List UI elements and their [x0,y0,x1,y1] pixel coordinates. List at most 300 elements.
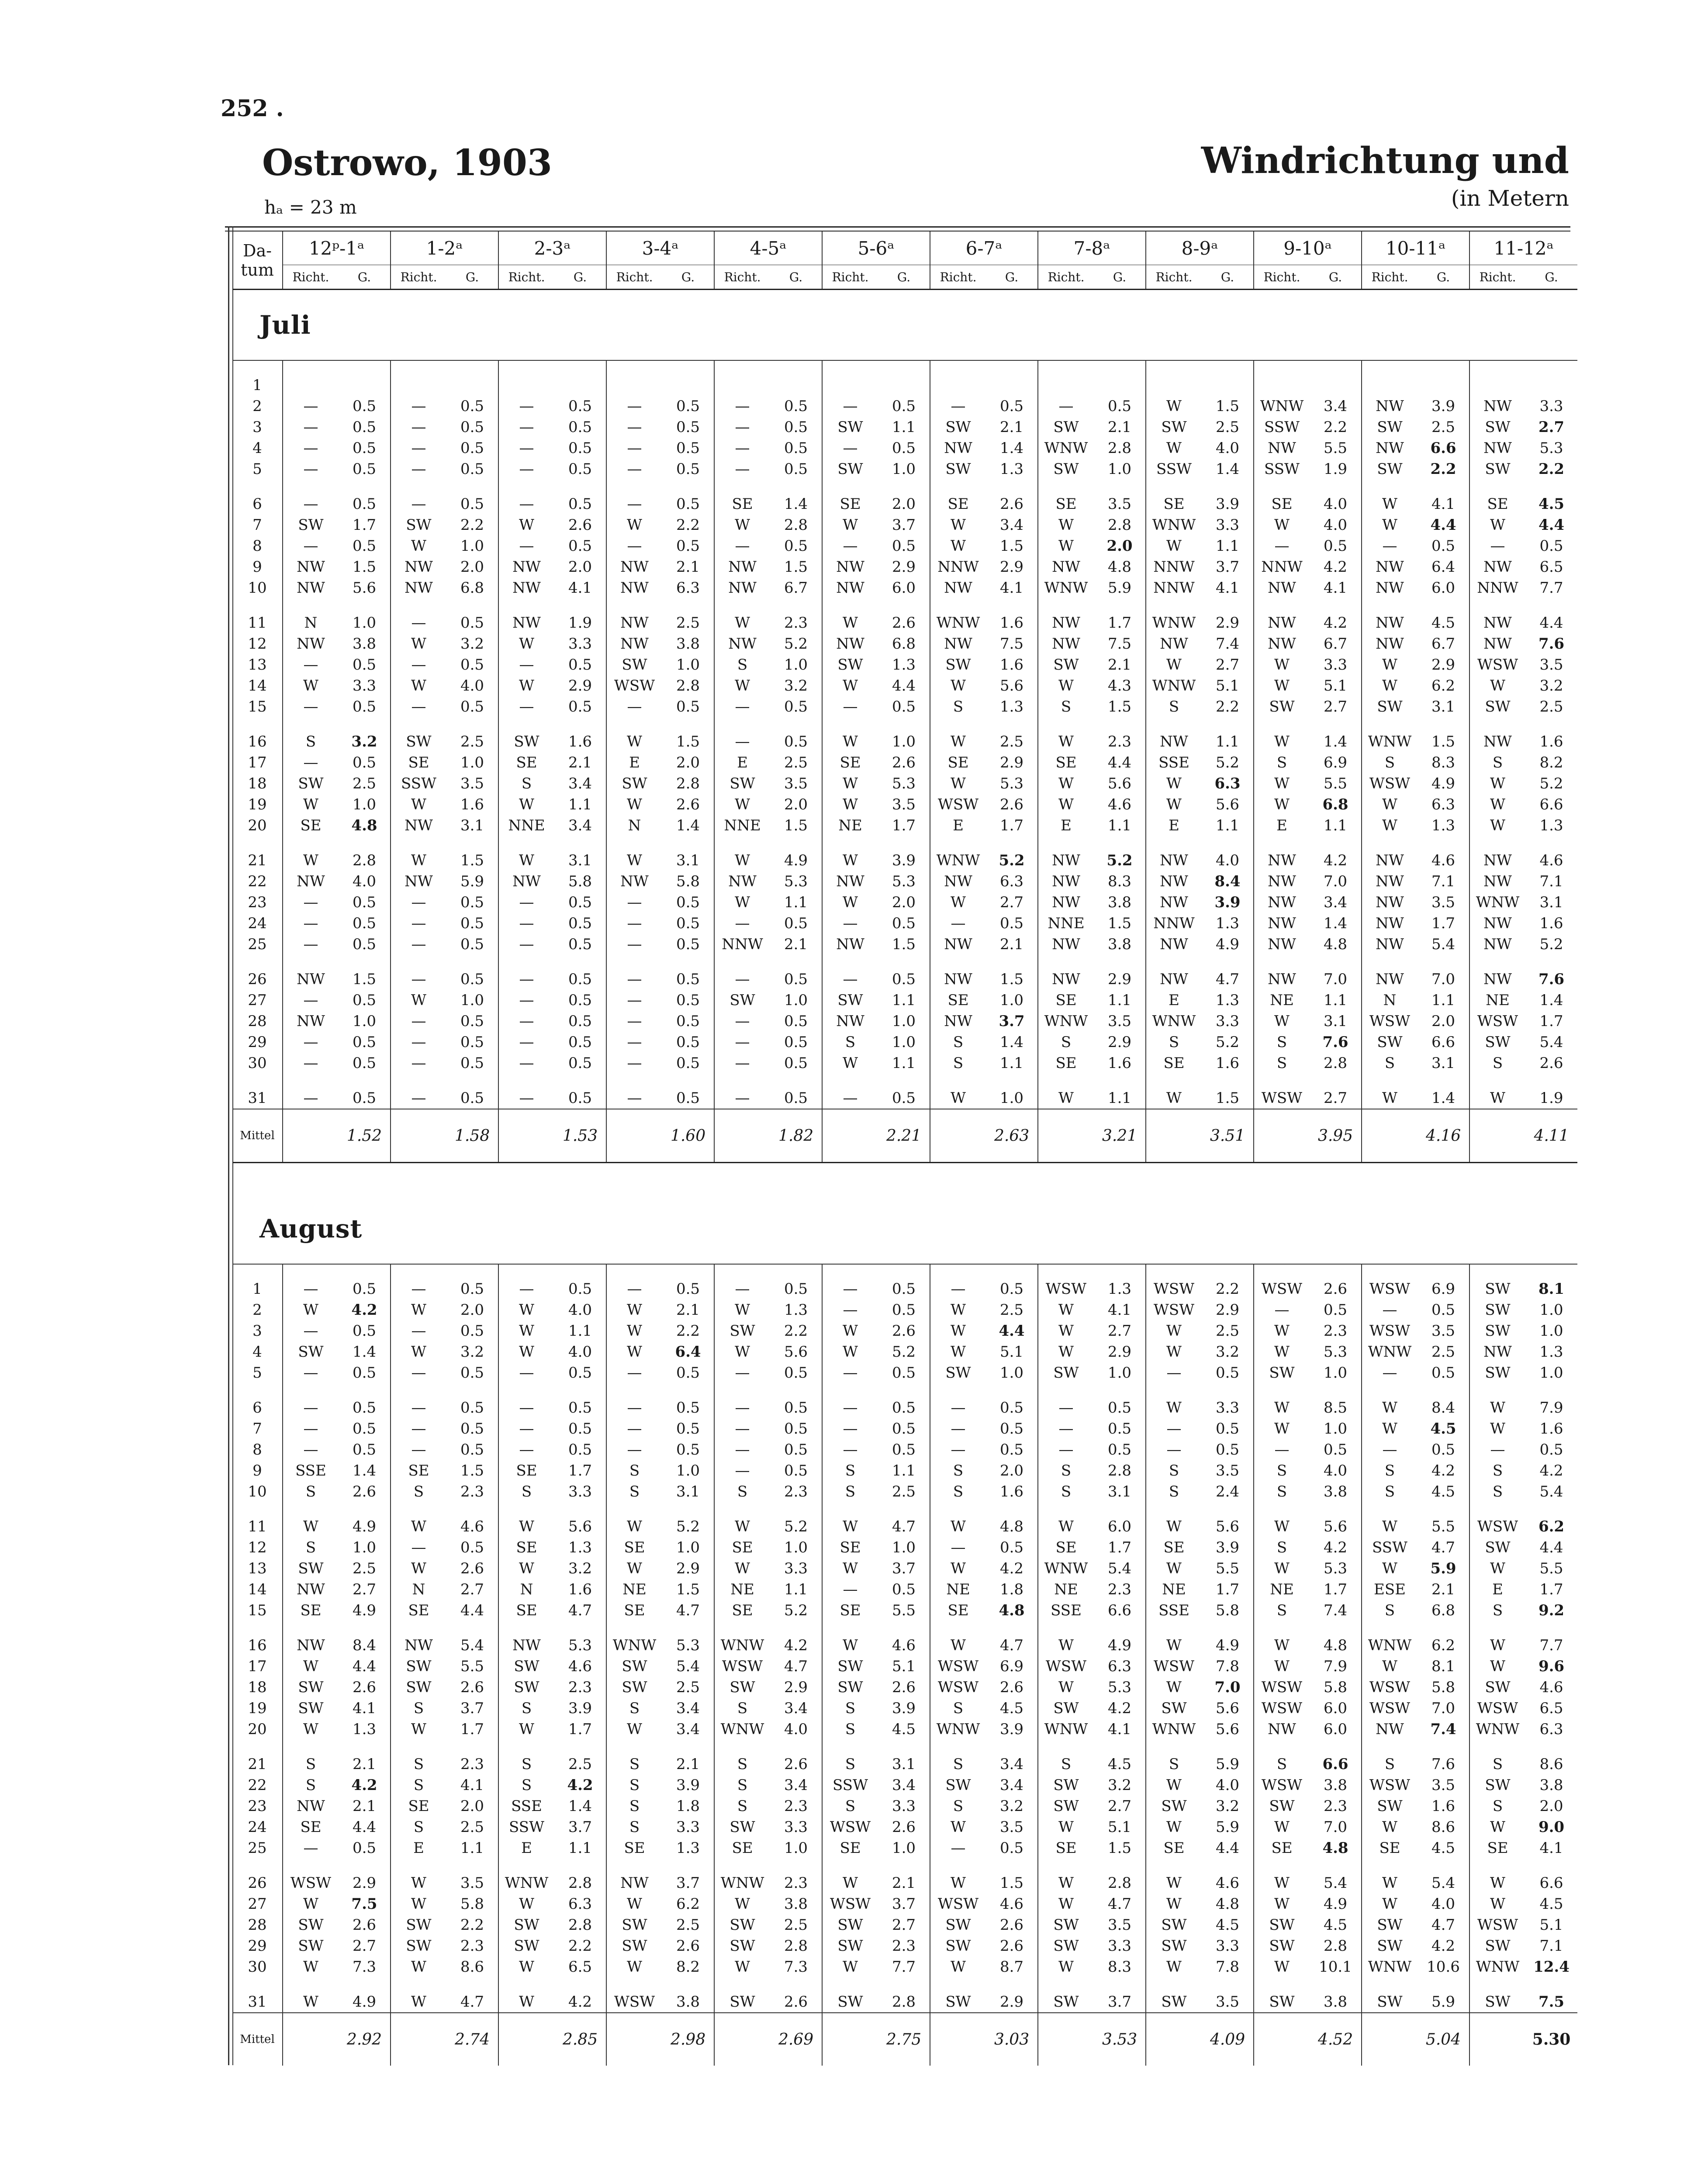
spacer-cell [498,1264,554,1279]
wind-direction: W [1254,675,1310,696]
wind-direction: SSE [1038,1600,1094,1621]
wind-speed: 0.5 [460,614,484,632]
spacer-cell [1254,836,1310,850]
wind-direction: — [498,1088,554,1109]
wind-speed: 2.9 [999,558,1024,576]
wind-direction: W [714,1299,770,1320]
wind-direction: W [1038,794,1094,815]
wind-speed: 0.5 [568,537,592,555]
wind-direction: W [1038,1516,1094,1537]
spacer-cell [1146,1264,1202,1279]
wind-speed: 2.5 [784,1916,808,1934]
wind-direction: — [498,494,554,515]
wind-direction: W [498,1719,554,1740]
wind-speed: 4.6 [999,1895,1024,1913]
mittel-value: 2.74 [446,2013,498,2066]
wind-direction: NE [1254,1579,1310,1600]
wind-speed: 1.1 [1215,817,1240,834]
day-number: 30 [248,1958,267,1976]
wind-speed: 4.4 [460,1602,484,1619]
wind-direction: SW [283,515,339,536]
wind-speed: 3.7 [460,1700,484,1717]
wind-speed: 4.2 [1539,1462,1563,1479]
wind-speed: 4.6 [1107,796,1132,813]
wind-direction: NW [930,871,986,892]
wind-direction: W [930,1320,986,1341]
wind-direction: W [283,1299,339,1320]
wind-direction: NW [283,969,339,990]
wind-direction: SE [930,990,986,1011]
wind-speed: 5.2 [1539,936,1563,953]
wind-direction: W [1362,1397,1418,1418]
wind-speed: 0.5 [352,537,377,555]
table-row [232,913,1577,934]
wind-direction: W [391,1719,446,1740]
wind-speed: 3.7 [892,1895,916,1913]
wind-direction: SW [391,515,446,536]
spacer-cell [283,717,339,731]
wind-speed: 1.3 [1539,1343,1563,1361]
wind-speed: 8.4 [1214,873,1241,890]
spacer-cell [1310,360,1362,375]
wind-speed: 7.0 [1323,971,1348,988]
wind-speed: 1.3 [676,1839,700,1857]
wind-speed: 4.1 [352,1700,377,1717]
wind-speed: 1.0 [352,1539,377,1556]
day-number: 10 [248,579,267,597]
wind-speed: 3.4 [1323,397,1348,415]
wind-speed: 4.4 [1215,1839,1240,1857]
wind-speed: 5.5 [892,1602,916,1619]
mittel-empty [714,2013,770,2066]
wind-direction: W [822,612,878,633]
wind-speed: 6.6 [1539,796,1563,813]
wind-direction: WSW [1469,1698,1525,1719]
day-number: 13 [248,1560,267,1577]
wind-direction: S [930,1460,986,1481]
wind-direction: W [1469,1894,1525,1914]
wind-direction: — [714,1032,770,1053]
unit-note: (in Metern [1451,186,1569,211]
wind-speed: 4.2 [1323,852,1348,869]
wind-speed: 5.5 [1215,1560,1240,1577]
wind-speed: 0.5 [676,495,700,513]
wind-speed: 1.0 [784,1839,808,1857]
wind-speed: 0.5 [352,915,377,932]
wind-direction: SW [1362,459,1418,480]
wind-direction: S [1146,696,1202,717]
wind-speed: 0.5 [1107,1420,1132,1438]
wind-direction: — [498,1011,554,1032]
wind-direction: W [1469,1635,1525,1656]
wind-speed: 0.5 [676,537,700,555]
wind-speed: 3.4 [892,1776,916,1794]
spacer-cell [232,836,283,850]
wind-speed: 0.5 [460,495,484,513]
wind-speed: 0.5 [892,1441,916,1458]
wind-direction: NW [822,633,878,654]
wind-direction: — [391,612,446,633]
spacer-cell [498,1502,554,1516]
wind-speed: 5.4 [1539,1483,1563,1500]
wind-direction: WNW [930,612,986,633]
wind-direction: W [1254,1873,1310,1894]
spacer-cell [606,1264,662,1279]
wind-direction: — [606,1011,662,1032]
wind-direction: SW [1469,1935,1525,1956]
day-number: 11 [248,1518,267,1535]
wind-direction: — [1362,1439,1418,1460]
wind-speed: 4.2 [351,1776,377,1794]
spacer-cell [339,1859,391,1873]
wind-speed: 2.9 [784,1679,808,1696]
wind-direction: SE [930,752,986,773]
spacer-cell [1146,1621,1202,1635]
wind-direction: NW [283,1011,339,1032]
wind-speed: 4.2 [1431,1462,1456,1479]
wind-direction: S [1362,1053,1418,1074]
wind-direction: NW [1469,969,1525,990]
wind-speed [1418,375,1469,396]
spacer-cell [446,480,498,494]
spacer-cell [822,836,878,850]
wind-direction: — [283,1418,339,1439]
day-number: 25 [248,936,267,953]
wind-speed: 1.5 [460,1462,484,1479]
wind-direction [1362,375,1418,396]
wind-direction: S [1469,1796,1525,1817]
wind-speed: 1.1 [460,1839,484,1857]
wind-direction: W [822,1635,878,1656]
wind-direction: — [1362,1299,1418,1320]
spacer-cell [1038,1502,1094,1516]
wind-direction: — [498,1279,554,1299]
wind-speed: 1.6 [460,796,484,813]
wind-direction: W [391,1558,446,1579]
wind-direction: — [1254,1299,1310,1320]
wind-direction: SW [1362,696,1418,717]
spacer-cell [1254,955,1310,969]
wind-speed: 1.3 [999,460,1024,478]
wind-direction: W [1038,1873,1094,1894]
wind-speed: 4.4 [1539,614,1563,632]
table-row [232,1460,1577,1481]
wind-direction: — [498,417,554,438]
wind-speed: 0.5 [568,1441,592,1458]
wind-speed: 2.6 [460,1679,484,1696]
mittel-value: 3.51 [1202,1109,1254,1163]
spacer-cell [1525,717,1577,731]
day-number: 28 [248,1916,267,1934]
wind-speed: 6.0 [1323,1721,1348,1738]
wind-speed: 0.5 [784,1013,808,1030]
wind-direction: W [1469,1656,1525,1677]
wind-direction: — [822,696,878,717]
speed-subheader: G. [878,265,930,290]
wind-speed: 2.3 [784,614,808,632]
wind-speed: 3.4 [568,817,592,834]
wind-speed: 1.0 [1107,460,1132,478]
wind-direction: NW [498,577,554,598]
day-number: 22 [248,873,267,890]
wind-direction: — [1146,1362,1202,1383]
wind-speed: 0.5 [676,418,700,436]
wind-speed: 3.4 [568,775,592,792]
wind-speed: 3.7 [892,1560,916,1577]
wind-direction: W [1038,675,1094,696]
wind-direction: SW [1469,1299,1525,1320]
wind-direction: W [391,990,446,1011]
wind-direction: NW [1362,612,1418,633]
wind-speed: 3.5 [999,1818,1024,1836]
spacer-cell [339,955,391,969]
wind-direction: NW [498,1635,554,1656]
wind-speed: 2.6 [892,1322,916,1340]
wind-speed: 7.3 [784,1958,808,1976]
mittel-value: 1.52 [339,1109,391,1163]
spacer-cell [878,717,930,731]
wind-speed: 4.1 [1107,1301,1132,1319]
wind-speed: 0.5 [352,1322,377,1340]
wind-speed: 2.3 [784,1874,808,1892]
wind-direction: SW [1038,417,1094,438]
wind-speed: 5.2 [892,1343,916,1361]
wind-speed: 1.5 [999,537,1024,555]
wind-speed: 7.4 [1215,635,1240,653]
day-number: 15 [248,1602,267,1619]
spacer-cell [1202,480,1254,494]
direction-subheader: Richt. [1146,265,1202,290]
wind-speed: 3.7 [676,1874,700,1892]
hour-header: 2-3ᵃ [498,232,606,265]
wind-direction: SW [1469,417,1525,438]
wind-speed: 4.2 [1323,558,1348,576]
mittel-value: 5.30 [1525,2013,1577,2066]
spacer-cell [498,1074,554,1088]
wind-direction: — [714,913,770,934]
wind-speed: 1.6 [568,1581,592,1598]
spacer-cell [232,480,283,494]
wind-speed: 7.0 [1323,1818,1348,1836]
wind-speed: 0.5 [676,992,700,1009]
wind-direction: W [1254,794,1310,815]
wind-speed: 2.6 [1539,1054,1563,1072]
spacer-cell [1038,1859,1094,1873]
mittel-value: 4.11 [1525,1109,1577,1163]
mittel-empty [283,1109,339,1163]
wind-speed: 1.7 [1107,1539,1132,1556]
wind-speed: 0.5 [460,936,484,953]
mittel-empty [714,1109,770,1163]
wind-speed: 0.5 [568,698,592,715]
spacer-cell [1038,598,1094,612]
mittel-empty [1254,2013,1310,2066]
spacer-cell [662,1859,714,1873]
wind-direction: NW [283,556,339,577]
wind-direction: W [283,850,339,871]
wind-speed: 10.6 [1427,1958,1460,1976]
wind-speed: 4.7 [460,1993,484,2011]
wind-speed: 2.6 [352,1483,377,1500]
spacer-cell [1418,1264,1469,1279]
wind-speed: 5.6 [1215,1700,1240,1717]
spacer-cell [606,717,662,731]
spacer-cell [770,1740,822,1754]
wind-direction: S [1362,1600,1418,1621]
wind-direction: — [714,438,770,459]
wind-speed: 2.9 [352,1874,377,1892]
wind-speed: 5.1 [1215,677,1240,695]
wind-direction: — [822,969,878,990]
spacer-cell [554,1074,606,1088]
spacer-cell [878,1383,930,1397]
table-row [232,1579,1577,1600]
spacer-cell [1254,480,1310,494]
wind-direction: SW [1254,1935,1310,1956]
wind-direction: NNW [1469,577,1525,598]
wind-direction: S [714,1775,770,1796]
spacer-cell [930,1264,986,1279]
mittel-empty [822,2013,878,2066]
wind-direction: W [1038,731,1094,752]
table-row [232,990,1577,1011]
wind-speed: 2.6 [784,1755,808,1773]
spacer-cell [662,955,714,969]
spacer-cell [1469,836,1525,850]
wind-speed: 2.2 [784,1322,808,1340]
spacer-cell [878,1740,930,1754]
day-number: 16 [248,733,267,750]
wind-speed: 2.1 [892,1874,916,1892]
wind-direction: WNW [930,850,986,871]
wind-direction: NW [714,556,770,577]
wind-direction: NW [606,633,662,654]
wind-direction: W [930,1516,986,1537]
spacer-cell [232,1740,283,1754]
wind-speed: 0.5 [676,1399,700,1417]
day-number: 17 [248,1658,267,1675]
wind-direction: SW [1469,1279,1525,1299]
wind-direction: S [822,1719,878,1740]
wind-direction: NW [1469,850,1525,871]
wind-speed: 2.9 [676,1560,700,1577]
wind-speed: 3.1 [1107,1483,1132,1500]
wind-speed: 12.4 [1533,1958,1570,1976]
wind-direction: SW [1038,1935,1094,1956]
wind-speed: 2.7 [1538,418,1565,436]
wind-speed: 0.5 [460,698,484,715]
wind-direction: SE [1038,494,1094,515]
wind-speed: 5.3 [999,775,1024,792]
spacer-cell [662,1502,714,1516]
wind-speed: 3.5 [1215,1462,1240,1479]
wind-speed: 1.7 [568,1721,592,1738]
mittel-value: 3.21 [1094,1109,1146,1163]
wind-speed: 3.1 [1539,894,1563,911]
wind-speed: 2.9 [1107,1343,1132,1361]
wind-speed: 3.8 [1323,1993,1348,2011]
wind-speed: 0.5 [568,460,592,478]
spacer-cell [1202,360,1254,375]
wind-direction: — [606,396,662,417]
wind-direction: SE [1469,1838,1525,1859]
spacer-cell [1310,1740,1362,1754]
top-rule [225,226,1570,228]
wind-direction: WSW [1146,1279,1202,1299]
mittel-value: 4.16 [1418,1109,1469,1163]
wind-speed: 2.2 [1215,1280,1240,1298]
wind-speed: 1.3 [1215,992,1240,1009]
spacer-cell [1525,360,1577,375]
wind-speed: 0.5 [1323,537,1348,555]
mittel-empty [498,1109,554,1163]
wind-direction: WSW [606,675,662,696]
day-number: 7 [252,516,262,534]
wind-direction: SW [498,1677,554,1698]
wind-direction: S [822,1698,878,1719]
wind-speed: 3.5 [784,775,808,792]
hour-header: 9-10ᵃ [1254,232,1362,265]
wind-speed: 6.8 [460,579,484,597]
mittel-empty [1469,1109,1525,1163]
wind-speed: 0.5 [460,1539,484,1556]
mittel-empty [606,2013,662,2066]
wind-direction: — [606,1362,662,1383]
wind-direction: W [1146,1558,1202,1579]
spacer-cell [1362,1859,1418,1873]
spacer-cell [1254,598,1310,612]
wind-direction: N [283,612,339,633]
wind-direction: W [1254,1894,1310,1914]
wind-direction: W [498,1516,554,1537]
wind-speed: 5.3 [676,1637,700,1654]
wind-speed: 2.6 [999,1937,1024,1955]
wind-speed: 2.8 [568,1874,592,1892]
wind-direction: — [391,969,446,990]
spacer-cell [1146,836,1202,850]
wind-direction: — [930,1418,986,1439]
wind-speed: 0.5 [568,1089,592,1107]
wind-speed: 1.3 [784,1301,808,1319]
wind-direction: SW [714,1914,770,1935]
spacer-cell [878,1074,930,1088]
spacer-cell [930,598,986,612]
wind-direction: — [498,654,554,675]
wind-direction: WSW [930,1656,986,1677]
wind-speed: 0.5 [568,397,592,415]
wind-speed: 3.3 [568,1483,592,1500]
spacer-cell [1362,360,1418,375]
wind-speed: 6.6 [1107,1602,1132,1619]
wind-speed: 2.0 [460,1797,484,1815]
spacer-cell [446,1264,498,1279]
wind-direction: SW [498,731,554,752]
spacer-cell [339,1383,391,1397]
wind-speed: 1.0 [1323,1420,1348,1438]
wind-speed: 1.5 [352,971,377,988]
day-number: 26 [248,1874,267,1892]
wind-direction: SE [283,1817,339,1838]
spacer-cell [232,1383,283,1397]
spacer-cell [986,717,1038,731]
wind-direction: S [1254,1460,1310,1481]
wind-speed: 0.5 [892,397,916,415]
wind-speed: 0.5 [1323,1301,1348,1319]
wind-direction: WNW [1362,1956,1418,1977]
table-row [232,1956,1577,1977]
spacer-cell [662,1740,714,1754]
spacer-cell [606,1621,662,1635]
